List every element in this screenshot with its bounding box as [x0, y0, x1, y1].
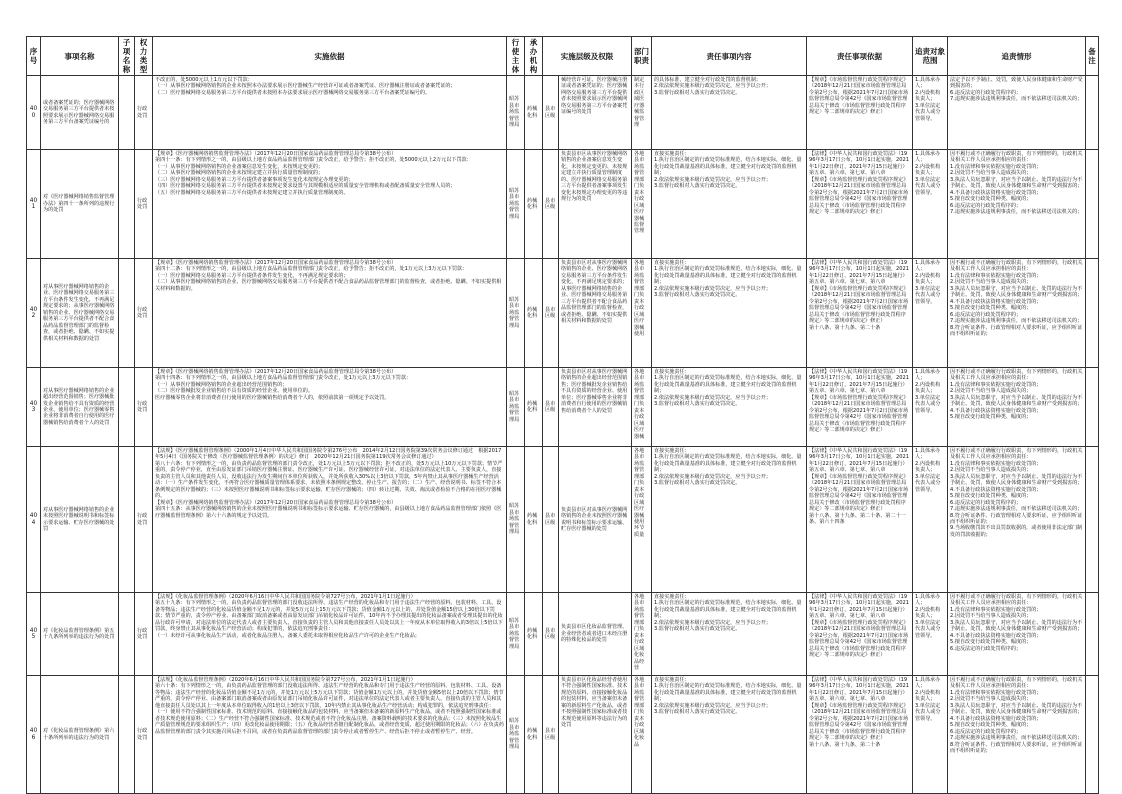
row-circumstance: 法定予以不予制止、处罚，致使人民身体健康和生命财产受到损害的； 6.违反法定的行政处罚程序的； 7.违规实施涉法违规利事责任，而不依法移送司法机关的；	[948, 76, 1086, 150]
row-item: 或者备案凭证的；医疗器械网络交易服务第三方平台提供者未按照要求展示医疗器械网络交易服务第三方平台备案凭证编号的	[41, 76, 119, 150]
row-circumstance: 因不履行或不正确履行行政职责，有下列情形的，行政机关及相关工作人员应承担相应的责任： 1.没有法律和事实依据实施行政处罚的； 2.因处罚不当给当事人造成损失的； 3.执法人员玩忽职守，对应当予以制止、处罚的违法行为不予制止、处罚，致使人民身体健康和生命财产受到损害的； 4.不具备行政执法资格实施行政处罚的； 5.擅自改变行政处罚种类、幅度的； 6.违反法定的行政处罚程序的； 7.违规实施涉法违规利事责任，而不依法移送司法机关的； 8.符合听证条件、行政管理相对人要求听证，应予组织听证而不组织听证的； 9.当场收缴罚款不出具罚款收据的，或者使用非法定部门制发的罚款收据的；	[948, 447, 1086, 593]
document-sheet	[26, 36, 1098, 794]
row-level: 县市区级	[543, 368, 559, 447]
table-row	[27, 150, 1099, 259]
row-circumstance: 因不履行或不正确履行行政职责，有下列情形的，行政机关及相关工作人员应承担相应的责任： 1.没有法律和事实依据实施行政处罚的； 2.因处罚不当给当事人造成损失的； 3.执法人员玩忽职守，对应当予以制止、处罚的违法行为不予制止、处罚，致使人民身体健康和生命财产受到损害的； 4.不具备行政执法资格实施行政处罚的； 5.擅自改变行政处罚种类、幅度的； 6.违反法定的行政处罚程序的； 7.违规实施涉法违规利事责任，而不依法移送司法机关的； 8.符合听证条件、行政管理相对人要求听证，应予组织听证而不组织听证的；	[948, 259, 1086, 368]
row-item: 对从事医疗器械网络销售的企业未按照医疗器械说明书和标签标示要求运输、贮存医疗器械的处罚	[41, 447, 119, 593]
row-sub-item	[119, 150, 135, 259]
row-item: 对从事医疗器械网络销售的企业、医疗器械网络交易服务第三方平台条件发生变化，不再满足规定要求的；从事医疗器械网络销售的企业、医疗器械网络交易服务第三方平台提供者不配合食品药品监督管理部门的监督检查，或者拒绝、隐瞒、不如实提供相关材料和数据的处罚	[41, 259, 119, 368]
row-level-power: 负责县市区化妆品监督管理、企业经营者或者进口未经注册的特殊化妆品的处罚	[559, 593, 632, 676]
header-dept: 部门职责	[632, 37, 652, 76]
row-remark	[1086, 150, 1099, 259]
row-basis: 不改正的，处5000元以上1万元以下罚款： （一）从事医疗器械网络销售的企业未按照本办法要求展示医疗器械生产经营许可证或者备案凭证、医疗器械注册证或者备案凭证的； （二）医疗器械网络交易服务第三方平台提供者未按照本办法要求展示医疗器械网络交易服务第三方平台备案凭证编号的。	[153, 76, 507, 150]
row-sub-item	[119, 76, 135, 150]
row-subject: 昭苏县市场监督管理局	[507, 150, 525, 259]
row-dept: 各地县市场监督管理部门负责本行政区域医疗器械监督管理	[632, 150, 652, 259]
row-dept: 各地县市场监督管理部门负责本行政区域化妆品	[632, 676, 652, 794]
row-duty-basis: 【法律】《中华人民共和国行政处罚法》（1996年3月17日公布，10月1日起实施，2021年1月22日修订，2021年7月15日起施行） 第五章、第六章、第七章、第八章 【规章】《市场监督管理行政处罚程序规定》（2018年12月21日国家市场监督管理总局令第2号公布，根据2021年7月2日国家市场监督管理总局令第42号《国家市场监督管理总局关于修改〈市场监督管理行政处罚程序规定〉等二部规章的决定》修正） 第十八条、第十九条、第二十条	[807, 259, 913, 368]
row-duty-basis: 【法律】《中华人民共和国行政处罚法》（1996年3月17日公布，10月1日起实施，2021年1月22日修订，2021年7月15日起施行） 第五章、第六章、第七章、第八章 【规章】《市场监督管理行政处罚程序规定》（2018年12月21日国家市场监督管理总局令第2号公布，根据2021年7月2日国家市场监督管理总局令第42号《国家市场监督管理总局关于修改〈市场监督管理行政处罚程序规定〉等二部规章的决定》修正） 第十八条、第十九条、第二十条	[807, 676, 913, 794]
header-target: 追责对象范围	[913, 37, 948, 76]
row-circumstance: 因不履行或不正确履行行政职责，有下列情形的，行政机关及相关工作人员应承担相应的责任： 1.没有法律和事实依据实施行政处罚的； 2.因处罚不当给当事人造成损失的； 3.执法人员玩忽职守，对应当予以制止、处罚的违法行为不予制止、处罚，致使人民身体健康和生命财产受到损害的； 4.不具备行政执法资格实施行政处罚的； 5.擅自改变行政处罚种类、幅度的； 6.违反法定的行政处罚程序的；	[948, 593, 1086, 676]
row-target: 1.具体承办人； 2.内设机构负责人； 3.单位法定代表人或分管领导。	[913, 368, 948, 447]
row-basis: 【法规】《化妆品监督管理条例》（2020年6月16日中华人民共和国国务院令第727号公布，2021年1月1日起施行） 第五十九条：有下列情形之一的，由负责药品监督管理的部门没收违法所得、违法生产经营的化妆品和专门用于违法生产经营的原料、包装材料、工具、设备等物品；违法生产经营的化妆品货值金额不足1万元的，并处5万元以上15万元以下罚款；货值金额1万元以上的，并处货值金额15倍以上30倍以下罚款；情节严重的，责令停产停业、由备案部门取消备案或者由原发证部门吊销化妆品许可证件，10年内不予办理其提出的化妆品备案或者受理其提出的化妆品行政许可申请，对违法单位的法定代表人或者主要负责人、直接负责的主管人员和其他直接责任人员处以其上一年度从本单位取得收入的3倍以上5倍以下罚款，终身禁止其从事化妆品生产经营活动；构成犯罪的，依法追究刑事责任： （一）未经许可从事化妆品生产活动，或者化妆品注册人、备案人委托未取得相应化妆品生产许可的企业生产化妆品；	[153, 593, 507, 676]
row-power-type: 行政处罚	[135, 76, 153, 150]
header-row	[27, 37, 1099, 76]
row-item: 对《化妆品监督管理条例》第五十九条所列举的违法行为的处罚	[41, 593, 119, 676]
row-subject: 昭苏县市场监督管理局	[507, 259, 525, 368]
row-target: 1.具体承办人； 2.内设机构负责人； 3.单位法定代表人或分管领导。	[913, 259, 948, 368]
row-power-type: 行政处罚	[135, 593, 153, 676]
table-row	[27, 368, 1099, 447]
row-duty: 直接实施责任： 1.执行自治区制定的行政处罚标准规范，结合本地实际，细化、量化行政处罚裁量基准的具体标准，建立健全对行政处罚的监督机制； 2.依法依规实施本级行政处罚决定，应当予以公开； 3.监督行政相对人落实行政处罚决定。	[652, 447, 807, 593]
row-dept: 各地县市场监督管理部门负责本行政区域医疗器械使用	[632, 259, 652, 368]
header-sub-item: 子项名称	[119, 37, 135, 76]
row-seq: 403	[27, 368, 41, 447]
row-dept: 各地县市场监督管理部门负责本行政区域化妆品经营	[632, 593, 652, 676]
header-duty-basis: 责任事项依据	[807, 37, 913, 76]
row-sub-item	[119, 368, 135, 447]
row-target: 1.具体承办人； 2.内设机构负责人； 3.单位法定代表人或分管领导。	[913, 150, 948, 259]
table-row	[27, 76, 1099, 150]
row-power-type: 行政处罚	[135, 150, 153, 259]
row-target: 1.具体承办人； 2.内设机构负责人； 3.单位法定代表人或分管领导。	[913, 593, 948, 676]
row-duty-basis: 【规章】《市场监督管理行政处罚程序规定》（2018年12月21日国家市场监督管理总局令第2号公布，根据2021年7月2日国家市场监督管理总局令第42号《国家市场监督管理总局关于修改〈市场监督管理行政处罚程序规定〉等二部规章的决定》修正）	[807, 76, 913, 150]
row-power-type: 行政处罚	[135, 368, 153, 447]
row-item: 对《医疗器械网络销售监督管理办法》第四十一条所列的违规行为的处罚	[41, 150, 119, 259]
row-level-power: 负责县市区化妆品经营者使用不符合强制性国家标准、技术规范的原料、直接接触化妆品的包装材料，应当备案但未备案的新原料生产化妆品，或者不按照强制性国家标准或者技术规范使用原料等违法行为的处罚	[559, 676, 632, 794]
row-seq: 400	[27, 76, 41, 150]
row-sub-item	[119, 676, 135, 794]
header-item: 事项名称	[41, 37, 119, 76]
row-duty: 直接实施责任： 1.执行自治区制定的行政处罚标准规范，结合本地实际，细化、量化行政处罚裁量基准的具体标准，建立健全对行政处罚的监督机制； 2.依法依规实施本级行政处罚决定，应当予以公开； 3.监督行政相对人落实行政处罚决定。	[652, 368, 807, 447]
row-duty: 直接实施责任： 1.执行自治区制定的行政处罚标准规范，结合本地实际，细化、量化行政处罚裁量基准的具体标准，建立健全对行政处罚的监督机制； 2.依法依规实施本级行政处罚决定，应当予以公开； 3.监督行政相对人落实行政处罚决定。	[652, 676, 807, 794]
row-level: 县市区级	[543, 676, 559, 794]
row-level: 县市区级	[543, 259, 559, 368]
row-item: 对《化妆品监督管理条例》第六十条所列举的违法行为的处罚	[41, 676, 119, 794]
row-level-power: 负责县市区从事医疗器械网络销售的企业备案信息发生变化，未按规定变更的、未按规定建立并执行质量管理制度的、医疗器械网络交易服务第三方平台提供者备案事项发生变化未按规定办理变更的等违规行为的处罚	[559, 150, 632, 259]
row-agency: 药械化科	[525, 150, 543, 259]
row-basis: 【法规】《医疗器械监督管理条例》（2000年1月4日中华人民共和国国务院令第276号公布 2014年2月12日国务院第39次常务会议修订通过 根据2017年5月4日《国务院关于修改〈医疗器械监督管理条例〉的决定》修订 2020年12月21日国务院第119次常务会议修订通过） 第八十六条：有下列情形之一的，由负责药品监督管理的部门责令改正，处1万元以上5万元以下罚款；拒不改正的，处5万元以上10万元以下罚款；情节严重的，责令停产停业，直至由原发证部门吊销医疗器械注册证、医疗器械生产许可证、医疗器械经营许可证，对违法单位的法定代表人、主要负责人，直接负责的主管人员和其他责任人员，没收违法行为发生期间自本单位所获收入，并处所获收入30%以上3倍以下罚款，5年内禁止其从事医疗器械生产经营活动：（一）生产条件发生变化，不再符合医疗器械质量管理体系要求，未依照本条例规定整改、停止生产、报告的；（二）生产、经营说明书、标签不符合本条例规定的医疗器械的；（三）未按照医疗器械说明书和标签标示要求运输、贮存医疗器械的；（四）转让过期、失效、淘汰或者检验不合格的在用医疗器械的。 【规章】《医疗器械网络销售监督管理办法》（2017年12月20日国家食品药品监督管理总局令第38号公布） 第四十五条：从事医疗器械网络销售的企业未按照医疗器械说明书和标签标示要求运输、贮存医疗器械的，由县级以上地方食品药品监督管理部门依照《医疗器械监督管理条例》第六十六条的规定予以处罚。	[153, 447, 507, 593]
row-duty-basis: 【法律】《中华人民共和国行政处罚法》（1996年3月17日公布，10月1日起实施，2021年1月22日修订，2021年7月15日起施行） 第五章、第六章、第七章、第八章 【规章】《市场监督管理行政处罚程序规定》（2018年12月21日国家市场监督管理总局令第2号公布，根据2021年7月2日国家市场监督管理总局令第42号《国家市场监督管理总局关于修改〈市场监督管理行政处罚程序规定〉等二部规章的决定》修正）	[807, 150, 913, 259]
row-seq: 401	[27, 150, 41, 259]
row-circumstance: 因不履行或不正确履行行政职责，有下列情形的，行政机关及相关工作人员应承担相应的责任： 1.没有法律和事实依据实施行政处罚的； 2.因处罚不当给当事人造成损失的； 3.执法人员玩忽职守，对应当予以制止、处罚的违法行为不予制止、处罚，致使人民身体健康和生命财产受到损害的； 4.不具备行政执法资格实施行政处罚的； 5.擅自改变行政处罚种类、幅度的； 6.违反法定的行政处罚程序的； 7.违规实施涉法违规利事责任，而不依法移送司法机关的； 8.符合听证条件、行政管理相对人要求听证，应予组织听证而不组织听证的；	[948, 676, 1086, 794]
row-seq: 406	[27, 676, 41, 794]
row-level-power: 负责县市区对从事医疗器械网络销售的企业超出经营范围销售；医疗器械批发企业销售给不具有资质的经营企业、使用单位；医疗器械零售企业将非消费者自行使用的医疗器械销售给消费者个人的处罚	[559, 368, 632, 447]
header-basis: 实施依据	[153, 37, 507, 76]
row-subject: 昭苏县市场监督管理局	[507, 593, 525, 676]
header-remark: 备注	[1086, 37, 1099, 76]
row-level-power: 械经营许可证、医疗器械注册证或者备案凭证的；医疗器械网络交易服务第三方平台提供者未按照要求展示医疗器械网络交易服务第三方平台备案凭证编号的处罚	[559, 76, 632, 150]
row-target: 1.具体承办人； 2.内设机构负责人； 3.单位法定代表人或分管领导。	[913, 447, 948, 593]
row-duty: 直接实施责任： 1.执行自治区制定的行政处罚标准规范，结合本地实际，细化、量化行政处罚裁量基准的具体标准，建立健全对行政处罚的监督机制； 2.依法依规实施本级行政处罚决定，应当予以公开； 3.监督行政相对人落实行政处罚决定。	[652, 593, 807, 676]
row-basis: 【规章】《医疗器械网络销售监督管理办法》（2017年12月20日国家食品药品监督管理总局令第38号公布） 第四十一条：有下列情形之一的，由县级以上地方食品药品监督管理部门责令改正，给予警告；拒不改正的，处5000元以上2万元以下罚款： （一）从事医疗器械网络销售的企业备案信息发生变化，未按规定变更的； （二）从事医疗器械网络销售的企业未按规定建立并执行质量管理制度的； （三）医疗器械网络交易服务第三方平台提供者备案事项发生变化未按规定办理变更的； （四）医疗器械网络交易服务第三方平台提供者未按规定要求设置与其规模相适应的质量安全管理机构或者配备质量安全管理人员的； （五）医疗器械网络交易服务第三方平台提供者未按规定建立并执行质量管理制度的。	[153, 150, 507, 259]
row-duty: 直接实施责任： 1.执行自治区制定的行政处罚标准规范，结合本地实际，细化、量化行政处罚裁量基准的具体标准，建立健全对行政处罚的监督机制； 2.依法依规实施本级行政处罚决定，应当予以公开； 3.监督行政相对人落实行政处罚决定。	[652, 150, 807, 259]
row-remark	[1086, 368, 1099, 447]
row-seq: 404	[27, 447, 41, 593]
header-power-type: 权力类型	[135, 37, 153, 76]
row-level: 县市区级	[543, 76, 559, 150]
table-row	[27, 259, 1099, 368]
row-circumstance: 因不履行或不正确履行行政职责，有下列情形的，行政机关及相关工作人员应承担相应的责任： 1.没有法律和事实依据实施行政处罚的； 2.因处罚不当给当事人造成损失的； 3.执法人员玩忽职守，对应当予以制止、处罚的违法行为不予制止、处罚，致使人民身体健康和生命财产受到损害的； 4.不具备行政执法资格实施行政处罚的； 5.擅自改变行政处罚种类、幅度的； 6.违反法定的行政处罚程序的； 7.违规实施涉法违规利事责任，而不依法移送司法机关的；	[948, 150, 1086, 259]
row-remark	[1086, 76, 1099, 150]
row-duty: 直接实施责任： 1.执行自治区制定的行政处罚标准规范，结合本地实际，细化、量化行政处罚裁量基准的具体标准，建立健全对行政处罚的监督机制； 2.依法依规实施本级行政处罚决定，应当予以公开； 3.监督行政相对人落实行政处罚决定。	[652, 259, 807, 368]
row-duty-basis: 【法律】《中华人民共和国行政处罚法》（1996年3月17日公布，10月1日起实施，2021年1月22日修订，2021年7月15日起施行） 第五章、第六章、第七章、第八章 【规章】《市场监督管理行政处罚程序规定》（2018年12月21日国家市场监督管理总局令第2号公布，根据2021年7月2日国家市场监督管理总局令第42号《国家市场监督管理总局关于修改〈市场监督管理行政处罚程序规定〉等二部规章的决定》修正）	[807, 368, 913, 447]
row-remark	[1086, 447, 1099, 593]
row-remark	[1086, 259, 1099, 368]
row-item: 对从事医疗器械网络销售的企业超出经营范围销售；医疗器械批发企业销售给不具有资质的经营企业、使用单位；医疗器械零售企业将非消费者自行使用的医疗器械销售给消费者个人的处罚	[41, 368, 119, 447]
row-basis: 【规章】《医疗器械网络销售监督管理办法》（2017年12月20日国家食品药品监督管理总局令第38号公布） 第四十二条：有下列情形之一的，由县级以上地方食品药品监督管理部门责令改正，给予警告；拒不改正的，处1万元以上3万元以下罚款： （一）医疗器械网络交易服务第三方平台提供者条件发生变化，不再满足规定要求的； （二）从事医疗器械网络销售的企业、医疗器械网络交易服务第三方平台提供者不配合食品药品监督管理部门的监督检查，或者拒绝、隐瞒、不如实提供相关材料和数据的。	[153, 259, 507, 368]
row-power-type: 行政处罚	[135, 259, 153, 368]
row-duty-basis: 【法律】《中华人民共和国行政处罚法》（1996年3月17日公布，10月1日起实施，2021年1月22日修订，2021年7月15日起施行） 第五章、第六章、第七章、第八章 【规章】《市场监督管理行政处罚程序规定》（2018年12月21日国家市场监督管理总局令第2号公布，根据2021年7月2日国家市场监督管理总局令第42号《国家市场监督管理总局关于修改〈市场监督管理行政处罚程序规定〉等二部规章的决定》修正） 第十八条、第十九条、第二十条、第二十一条、第六十四条	[807, 447, 913, 593]
power-list-table	[26, 36, 1099, 794]
row-level-power: 负责县市区对从事医疗器械网络销售的企业、医疗器械网络交易服务第三方平台条件发生变化，不再满足规定要求的；从事医疗器械网络销售的企业、医疗器械网络交易服务第三方平台提供者不配合食品药品监督管理部门的监督检查，或者拒绝、隐瞒、不如实提供相关材料和数据的处罚	[559, 259, 632, 368]
row-level: 县市区级	[543, 447, 559, 593]
row-agency: 药械化科	[525, 676, 543, 794]
table-row	[27, 593, 1099, 676]
row-agency: 药械化科	[525, 447, 543, 593]
row-subject: 昭苏县市场监督管理局	[507, 76, 525, 150]
row-sub-item	[119, 259, 135, 368]
row-agency: 药械化科	[525, 76, 543, 150]
row-subject: 昭苏县市场监督管理局	[507, 368, 525, 447]
row-duty-basis: 【法律】《中华人民共和国行政处罚法》（1996年3月17日公布，10月1日起实施，2021年1月22日修订，2021年7月15日起施行） 第五章、第六章、第七章、第八章 【规章】《市场监督管理行政处罚程序规定》（2018年12月21日国家市场监督管理总局令第2号公布，根据2021年7月2日国家市场监督管理总局令第42号《国家市场监督管理总局关于修改〈市场监督管理行政处罚程序规定〉等二部规章的决定》修正）	[807, 593, 913, 676]
row-target: 1.具体承办人； 2.内设机构负责人； 3.单位法定代表人或分管领导。	[913, 676, 948, 794]
row-duty: 的具体标准，建立健全对行政处罚的监督机制； 2.依法依规实施本级行政处罚决定，应当予以公开； 3.监督行政相对人落实行政处罚决定。	[652, 76, 807, 150]
header-agency: 承办机构	[525, 37, 543, 76]
row-agency: 药械化科	[525, 259, 543, 368]
row-agency: 药械化科	[525, 593, 543, 676]
row-seq: 405	[27, 593, 41, 676]
table-row	[27, 447, 1099, 593]
header-circumstance: 追责情形	[948, 37, 1086, 76]
row-subject: 昭苏县市场监督管理局	[507, 447, 525, 593]
row-subject: 昭苏县市场监督管理局	[507, 676, 525, 794]
row-remark	[1086, 593, 1099, 676]
row-level: 县市区级	[543, 593, 559, 676]
row-dept: 各地县市场监督管理部门负责本行政区域医疗器械使用环节质量	[632, 447, 652, 593]
row-target: 1.具体承办人； 2.内设机构负责人； 3.单位法定代表人或分管领导。	[913, 76, 948, 150]
row-dept: 制定本行政区域医疗器械监督管理	[632, 76, 652, 150]
table-row	[27, 676, 1099, 794]
row-basis: 【法规】《化妆品监督管理条例》（2020年6月16日中华人民共和国国务院令第727号公布，2021年1月1日起施行） 第六十条：有下列情形之一的，由负责药品监督管理的部门没收违法所得、违法生产经营的化妆品和专门用于违法生产经营的原料、包装材料、工具、设备等物品；违法生产经营的化妆品货值金额不足1万元的，并处1万元以上5万元以下罚款；货值金额1万元以上的，并处货值金额5倍以上20倍以下罚款；情节严重的，责令停产停业、由备案部门取消备案或者由原发证部门吊销化妆品许可证件，对违法单位的法定代表人或者主要负责人、直接负责的主管人员和其他直接责任人员处以其上一年度从本单位取得收入的1倍以上3倍以下罚款，10年内禁止其从事化妆品生产经营活动；构成犯罪的，依法追究刑事责任：（一）使用不符合强制性国家标准、技术规范的原料、直接接触化妆品的包装材料，应当备案但未备案的新原料生产化妆品，或者不按照强制性国家标准或者技术规范使用原料；（二）生产经营不符合强制性国家标准、技术规范或者不符合化妆品注册、备案资料载明的技术要求的化妆品；（三）未按照化妆品生产质量管理规范的要求组织生产；（四）更改化妆品使用期限；（五）化妆品经营者擅自配制化妆品，或者经营变质、超过使用期限的化妆品；（六）在负责药品监督管理的部门责令其实施召回后拒不召回，或者在负责药品监督管理的部门责令停止或者暂停生产、经营后拒不停止或者暂停生产、经营。	[153, 676, 507, 794]
header-subject: 行使主体	[507, 37, 525, 76]
row-basis: 【规章】《医疗器械网络销售监督管理办法》（2017年12月20日国家食品药品监督管理总局令第38号公布） 第四十四条：有下列情形之一的，由县级以上地方食品药品监督管理部门责令改正，处1万元以上3万元以下罚款： （一）从事医疗器械网络销售的企业超出经营范围销售的； （二）医疗器械批发企业销售给不具有资质的经营企业、使用单位的。 医疗器械零售企业将非消费者自行使用的医疗器械销售给消费者个人的，依照前款第一项规定予以处罚。	[153, 368, 507, 447]
row-circumstance: 因不履行或不正确履行行政职责，有下列情形的，行政机关及相关工作人员应承担相应的责任： 1.没有法律和事实依据实施行政处罚的； 2.因处罚不当给当事人造成损失的； 3.执法人员玩忽职守，对应当予以制止、处罚的违法行为不予制止、处罚，致使人民身体健康和生命财产受到损害的； 4.不具备行政执法资格实施行政处罚的； 5.擅自改变行政处罚种类、幅度的；	[948, 368, 1086, 447]
row-level-power: 负责县市区对从事医疗器械网络销售的企业未按照医疗器械说明书和标签标示要求运输、贮存医疗器械的处罚	[559, 447, 632, 593]
row-sub-item	[119, 593, 135, 676]
row-power-type: 行政处罚	[135, 447, 153, 593]
header-level: 实施层级及权限	[543, 37, 632, 76]
header-seq: 序号	[27, 37, 41, 76]
header-duty: 责任事项内容	[652, 37, 807, 76]
row-level: 县市区级	[543, 150, 559, 259]
row-dept: 各地县市场监督管理部门负责本行政区域医疗器械	[632, 368, 652, 447]
row-agency: 药械化科	[525, 368, 543, 447]
row-seq: 402	[27, 259, 41, 368]
row-remark	[1086, 676, 1099, 794]
row-sub-item	[119, 447, 135, 593]
row-power-type: 行政处罚	[135, 676, 153, 794]
